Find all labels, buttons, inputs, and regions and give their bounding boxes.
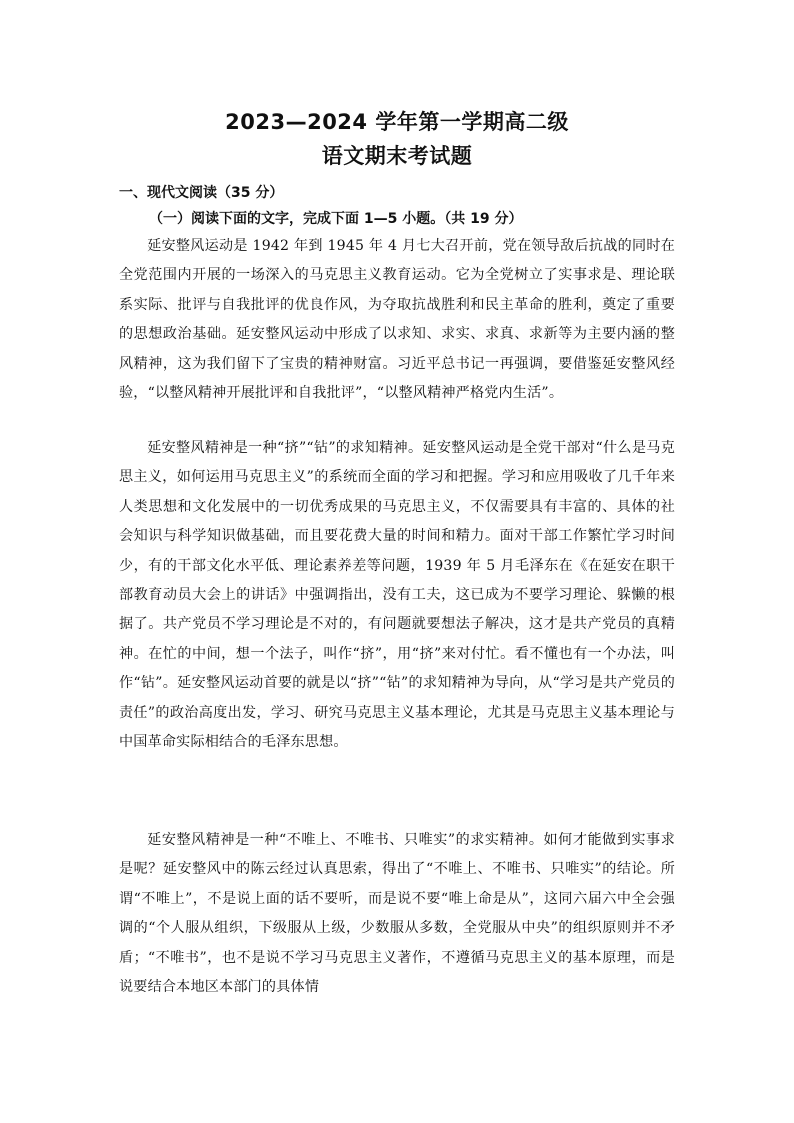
subsection-heading: （一）阅读下面的文字，完成下面 1—5 小题。（共 19 分）	[149, 211, 523, 227]
paragraph-2: 延安整风精神是一种“挤”“钻”的求知精神。延安整风运动是全党干部对“什么是马克思主义，如何运用马克思主义”的系统而全面的学习和把握。学习和应用吸收了几千年来人类思想和文化发展中的一切优秀成果的马克思主义，不仅需要具有丰富的、具体的社会知识与科学知识做基础，而且要花费大量的时间和精力。面对干部工作繁忙学习时间少，有的干部文化水平低、理论素养差等问题，1939 年 5 月毛泽东在《在延安在职干部教育动员大会上的讲话》中强调指出，没有工夫，这已成为不要学习理论、躲懒的根据了。共产党员不学习理论是不对的，有问题就要想法子解决，这才是共产党员的真精神。在忙的中间，想一个法子，叫作“挤”，用“挤”来对付忙。看不懂也有一个办法，叫作“钻”。延安整风运动首要的就是以“挤”“钻”的求知精神为导向，从“学习是共产党员的责任”的政治高度出发，学习、研究马克思主义基本理论，尤其是马克思主义基本理论与中国革命实际相结合的毛泽东思想。	[119, 440, 675, 751]
exam-subtitle: 语文期末考试题	[321, 144, 473, 168]
exam-title: 2023—2024 学年第一学期高二级	[225, 110, 569, 134]
paragraph-3: 延安整风精神是一种“不唯上、不唯书、只唯实”的求实精神。如何才能做到实事求是呢？延安整风中的陈云经过认真思索，得出了“不唯上、不唯书、只唯实”的结论。所谓“不唯上”，不是说上面的话不要听，而是说不要“唯上命是从”，这同六届六中全会强调的“个人服从组织，下级服从上级，少数服从多数，全党服从中央”的组织原则并不矛盾；“不唯书”，也不是说不学习马克思主义著作，不遵循马克思主义的基本原理，而是说要结合本地区本部门的具体情	[119, 832, 675, 996]
section-heading: 一、现代文阅读（35 分）	[119, 185, 284, 201]
paragraph-1: 延安整风运动是 1942 年到 1945 年 4 月七大召开前，党在领导敌后抗战的同时在全党范围内开展的一场深入的马克思主义教育运动。它为全党树立了实事求是、理论联系实际、批评与自我批评的优良作风，为夺取抗战胜利和民主革命的胜利，奠定了重要的思想政治基础。延安整风运动中形成了以求知、求实、求真、求新等为主要内涵的整风精神，这为我们留下了宝贵的精神财富。习近平总书记一再强调，要借鉴延安整风经验，“以整风精神开展批评和自我批评”，“以整风精神严格党内生活”。	[119, 238, 675, 402]
